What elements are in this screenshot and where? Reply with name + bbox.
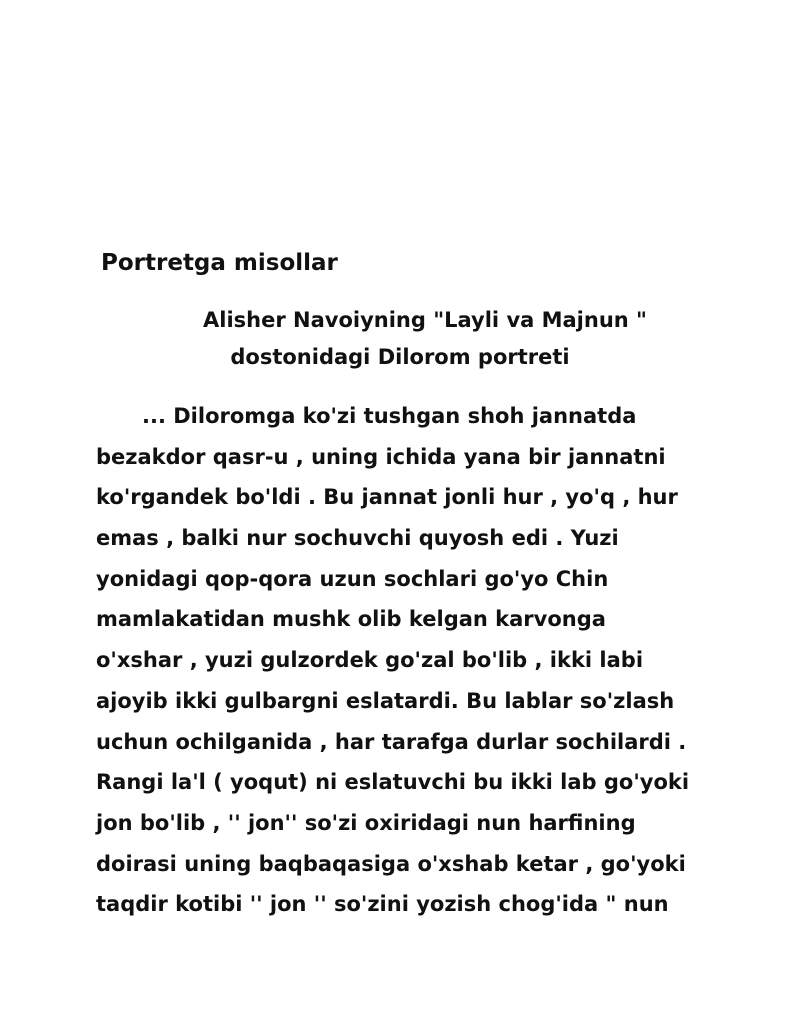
body-paragraph [96, 396, 716, 925]
page-heading: Portretga misollar [101, 250, 338, 276]
subtitle-line-1: Alisher Navoiyning "Layli va Majnun " [203, 308, 647, 332]
subtitle-line-2: dostonidagi Dilorom portreti [230, 345, 570, 369]
body-line: taqdir kotibi '' jon '' so'zini yozish chog'ida " nun [96, 892, 669, 917]
body-line: Rangi la'l ( yoqut) ni eslatuvchi bu ikki lab go'yoki [96, 770, 690, 795]
body-line: doirasi uning baqbaqasiga o'xshab ketar , go'yoki [96, 851, 686, 876]
body-line: ko'rgandek bo'ldi . Bu jannat jonli hur , yo'q , hur [96, 485, 678, 510]
body-line: emas , balki nur sochuvchi quyosh edi . Yuzi [96, 526, 619, 551]
body-line: o'xshar , yuzi gulzordek go'zal bo'lib , ikki labi [96, 648, 644, 673]
body-line: ... Diloromga ko'zi tushgan shoh jannatda [142, 404, 637, 428]
body-line: mamlakatidan mushk olib kelgan karvonga [96, 607, 606, 632]
body-line: yonidagi qop-qora uzun sochlari go'yo Chin [96, 566, 609, 591]
body-line: uchun ochilganida , har tarafga durlar sochilardi . [96, 729, 687, 754]
body-line: bezakdor qasr-u , uning ichida yana bir jannatni [96, 444, 666, 469]
body-line: jon bo'lib , '' jon'' so'zi oxiridagi nun harfining [96, 810, 636, 835]
body-line: ajoyib ikki gulbargni eslatardi. Bu lablar so'zlash [96, 688, 675, 713]
